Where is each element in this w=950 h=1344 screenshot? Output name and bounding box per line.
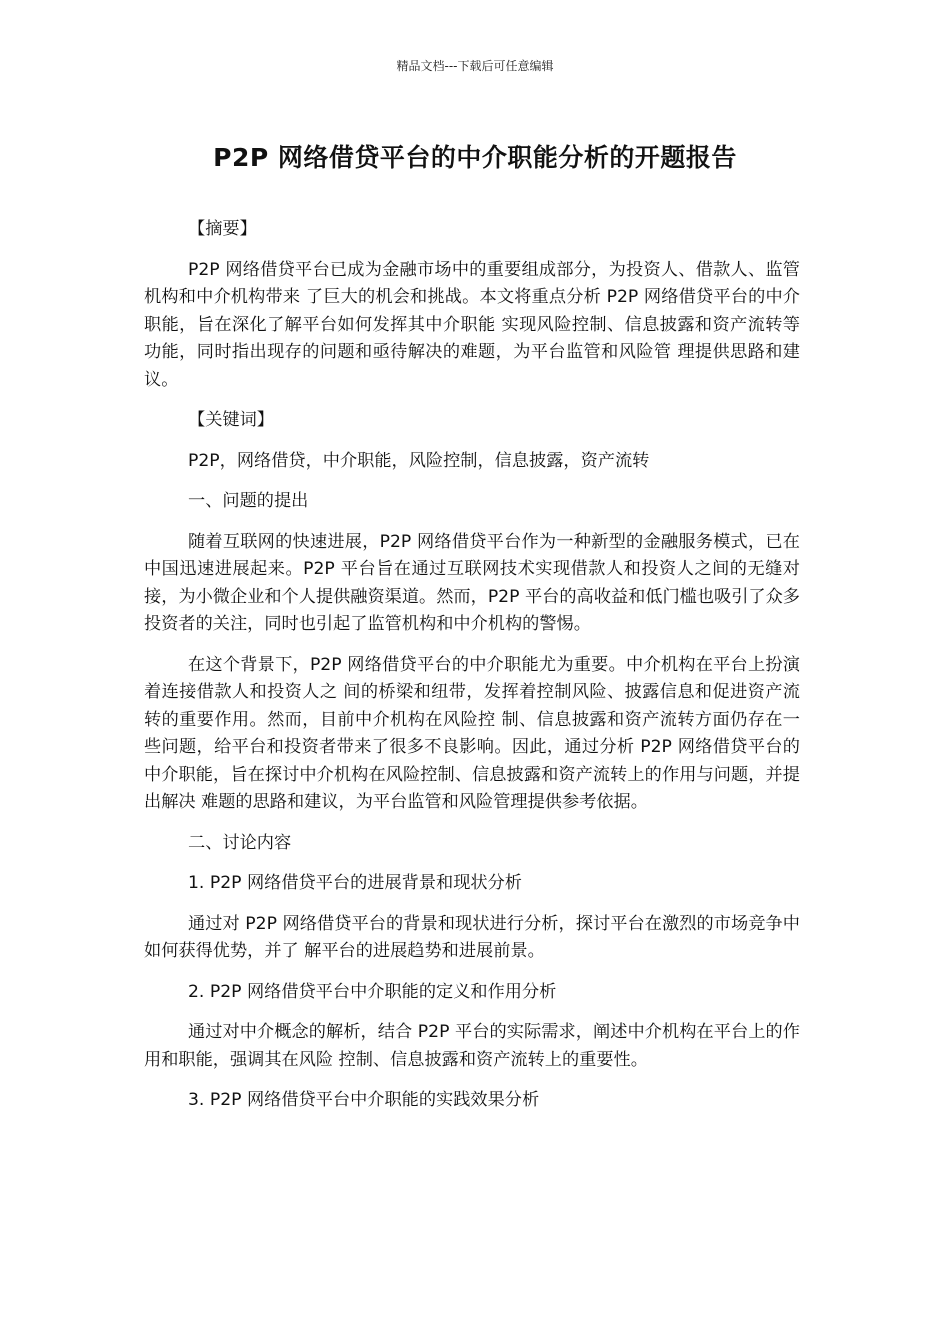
body-paragraph: 在这个背景下，P2P 网络借贷平台的中介职能尤为重要。中介机构在平台上扮演着连接借款人和投资人之 间的桥梁和纽带，发挥着控制风险、披露信息和促进资产流转的重要作用。然而，目前中介机构在风险控 制、信息披露和资产流转方面仍存在一些问题，给平台和投资者带来了很多不良影响。因此，通过分析 P2P 网络借贷平台的中介职能，旨在探讨中介机构在风险控制、信息披露和资产流转上的作用与问题，并提出解决 难题的思路和建议，为平台监管和风险管理提供参考依据。 [144,654,800,812]
keywords-paragraph: P2P，网络借贷，中介职能，风险控制，信息披露，资产流转 [188,450,650,471]
section-heading-1: 一、问题的提出 [188,491,309,511]
abstract-paragraph: P2P 网络借贷平台已成为金融市场中的重要组成部分，为投资人、借款人、监管机构和中介机构带来 了巨大的机会和挑战。本文将重点分析 P2P 网络借贷平台的中介职能，旨在深化了解平台如何发挥其中介职能 实现风险控制、信息披露和资产流转等功能，同时指出现存的问题和亟待解决的难题，为平台监管和风险管 理提供思路和建议。 [144,259,800,390]
body-paragraph: 通过对 P2P 网络借贷平台的背景和现状进行分析，探讨平台在激烈的市场竞争中如何获得优势，并了 解平台的进展趋势和进展前景。 [144,913,800,961]
document-title: P2P 网络借贷平台的中介职能分析的开题报告 [213,143,737,172]
keywords-heading: 【关键词】 [188,410,274,430]
subsection-heading: 2. P2P 网络借贷平台中介职能的定义和作用分析 [188,981,557,1002]
section-heading-2: 二、讨论内容 [188,832,292,853]
body-paragraph: 通过对中介概念的解析，结合 P2P 平台的实际需求，阐述中介机构在平台上的作用和职能，强调其在风险 控制、信息披露和资产流转上的重要性。 [144,1022,800,1070]
body-paragraph: 随着互联网的快速进展，P2P 网络借贷平台作为一种新型的金融服务模式，已在中国迅速进展起来。P2P 平台旨在通过互联网技术实现借款人和投资人之间的无缝对接，为小微企业和个人提供融资渠道。然而，P2P 平台的高收益和低门槛也吸引了众多投资者的关注，同时也引起了监管机构和中介机构的警惕。 [144,531,800,634]
page-header: 精品文档---下载后可任意编辑 [396,59,554,73]
subsection-heading: 1. P2P 网络借贷平台的进展背景和现状分析 [188,873,522,893]
subsection-heading: 3. P2P 网络借贷平台中介职能的实践效果分析 [188,1090,540,1110]
abstract-heading: 【摘要】 [188,219,257,239]
document-body [144,216,800,1115]
